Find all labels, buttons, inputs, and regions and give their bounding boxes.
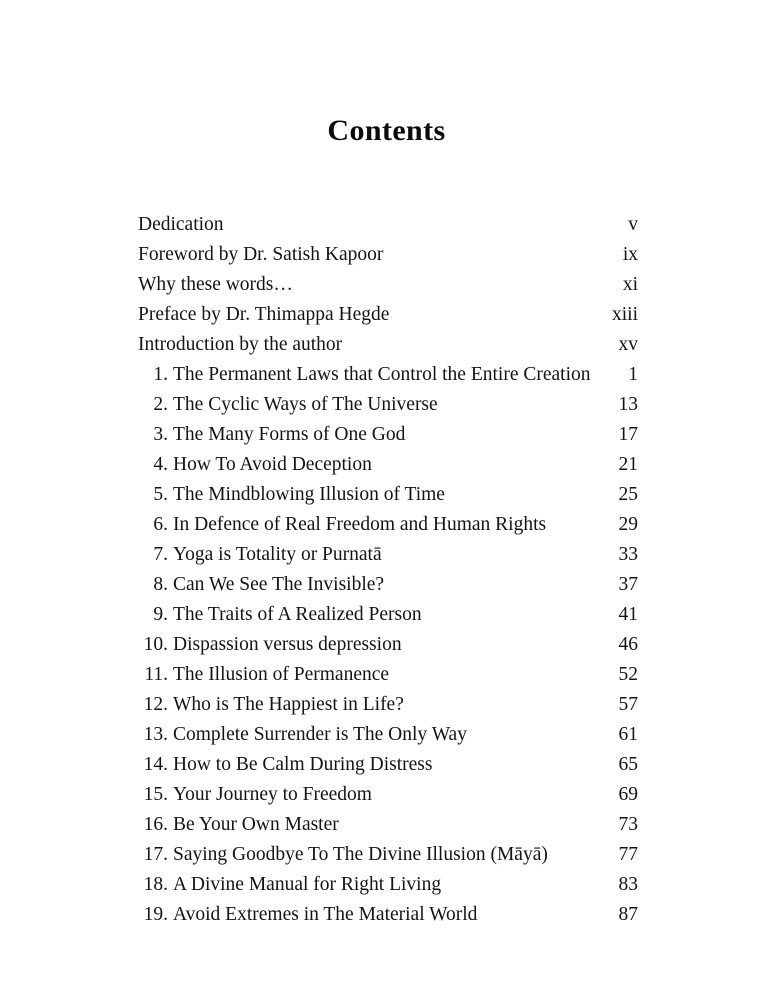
chapter-page-number: 41 xyxy=(618,604,638,625)
chapter-title: The Permanent Laws that Control the Entire Creation xyxy=(173,364,591,385)
toc-entry-chapter[interactable] xyxy=(138,720,638,750)
chapter-page-number: 25 xyxy=(618,484,638,505)
toc-entry-frontmatter[interactable] xyxy=(138,270,638,300)
toc-entry-label: Introduction by the author xyxy=(138,334,343,355)
chapter-page-number: 52 xyxy=(618,664,638,685)
chapter-number: 9. xyxy=(153,604,168,625)
chapter-title: The Illusion of Permanence xyxy=(173,664,390,685)
toc-entry-chapter[interactable] xyxy=(138,900,638,930)
toc-entry-page-number: v xyxy=(628,214,638,235)
chapter-page-number: 29 xyxy=(618,514,638,535)
chapter-title: In Defence of Real Freedom and Human Rights xyxy=(173,514,547,535)
toc-entry-label: Dedication xyxy=(138,214,224,235)
chapter-number: 13. xyxy=(143,724,168,745)
chapter-number: 5. xyxy=(153,484,168,505)
chapter-number: 17. xyxy=(143,844,168,865)
chapter-number: 10. xyxy=(143,634,168,655)
toc-entry-chapter[interactable] xyxy=(138,420,638,450)
chapter-page-number: 21 xyxy=(618,454,638,475)
toc-entry-chapter[interactable] xyxy=(138,540,638,570)
toc-entry-label: Why these words… xyxy=(138,274,293,295)
chapter-number: 4. xyxy=(153,454,168,475)
chapter-title: The Cyclic Ways of The Universe xyxy=(173,394,438,415)
toc-entry-frontmatter[interactable] xyxy=(138,300,638,330)
toc-entry-chapter[interactable] xyxy=(138,630,638,660)
chapter-title: Dispassion versus depression xyxy=(173,634,402,655)
chapter-title: Who is The Happiest in Life? xyxy=(173,694,404,715)
chapter-number: 2. xyxy=(153,394,168,415)
chapter-page-number: 46 xyxy=(618,634,638,655)
chapter-page-number: 73 xyxy=(618,814,638,835)
chapter-page-number: 61 xyxy=(618,724,638,745)
chapter-title: A Divine Manual for Right Living xyxy=(173,874,442,895)
chapter-number: 14. xyxy=(143,754,168,775)
chapter-page-number: 33 xyxy=(618,544,638,565)
chapter-number: 16. xyxy=(143,814,168,835)
chapter-page-number: 87 xyxy=(618,904,638,925)
chapter-title: Yoga is Totality or Purnatā xyxy=(173,544,382,565)
chapter-title: How to Be Calm During Distress xyxy=(173,754,433,775)
toc-entry-chapter[interactable] xyxy=(138,840,638,870)
chapter-title: Your Journey to Freedom xyxy=(173,784,372,805)
chapter-title: How To Avoid Deception xyxy=(173,454,372,475)
table-of-contents-list xyxy=(138,210,638,930)
chapter-page-number: 69 xyxy=(618,784,638,805)
chapter-number: 19. xyxy=(143,904,168,925)
chapter-number: 3. xyxy=(153,424,168,445)
toc-entry-chapter[interactable] xyxy=(138,690,638,720)
chapter-page-number: 17 xyxy=(618,424,638,445)
toc-entry-chapter[interactable] xyxy=(138,360,638,390)
toc-entry-frontmatter[interactable] xyxy=(138,330,638,360)
chapter-number: 8. xyxy=(153,574,168,595)
chapter-page-number: 1 xyxy=(628,364,638,385)
toc-entry-chapter[interactable] xyxy=(138,390,638,420)
toc-entry-page-number: xiii xyxy=(611,304,638,325)
toc-entry-page-number: xv xyxy=(618,334,638,355)
chapter-page-number: 57 xyxy=(618,694,638,715)
toc-entry-page-number: xi xyxy=(622,274,638,295)
chapter-number: 11. xyxy=(144,664,168,685)
toc-entry-chapter[interactable] xyxy=(138,780,638,810)
toc-entry-chapter[interactable] xyxy=(138,810,638,840)
toc-entry-label: Preface by Dr. Thimappa Hegde xyxy=(138,304,390,325)
chapter-number: 18. xyxy=(143,874,168,895)
chapter-number: 15. xyxy=(143,784,168,805)
chapter-page-number: 13 xyxy=(618,394,638,415)
chapter-title: Avoid Extremes in The Material World xyxy=(173,904,478,925)
toc-entry-chapter[interactable] xyxy=(138,450,638,480)
chapter-page-number: 65 xyxy=(618,754,638,775)
chapter-title: The Traits of A Realized Person xyxy=(173,604,422,625)
toc-entry-chapter[interactable] xyxy=(138,570,638,600)
chapter-title: The Mindblowing Illusion of Time xyxy=(173,484,445,505)
chapter-number: 6. xyxy=(153,514,168,535)
toc-entry-chapter[interactable] xyxy=(138,600,638,630)
chapter-page-number: 83 xyxy=(618,874,638,895)
toc-entry-page-number: ix xyxy=(622,244,638,265)
chapter-title: Be Your Own Master xyxy=(173,814,339,835)
toc-entry-chapter[interactable] xyxy=(138,870,638,900)
toc-entry-chapter[interactable] xyxy=(138,510,638,540)
chapter-title: Complete Surrender is The Only Way xyxy=(173,724,467,745)
chapter-page-number: 77 xyxy=(618,844,638,865)
toc-entry-chapter[interactable] xyxy=(138,750,638,780)
chapter-number: 1. xyxy=(153,364,168,385)
toc-entry-chapter[interactable] xyxy=(138,480,638,510)
chapter-number: 7. xyxy=(153,544,168,565)
page-title: Contents xyxy=(327,114,446,147)
toc-entry-chapter[interactable] xyxy=(138,660,638,690)
chapter-number: 12. xyxy=(143,694,168,715)
chapter-title: Saying Goodbye To The Divine Illusion (Māyā) xyxy=(173,844,548,865)
chapter-page-number: 37 xyxy=(618,574,638,595)
chapter-title: The Many Forms of One God xyxy=(173,424,406,445)
chapter-title: Can We See The Invisible? xyxy=(173,574,385,595)
toc-entry-frontmatter[interactable] xyxy=(138,240,638,270)
toc-entry-label: Foreword by Dr. Satish Kapoor xyxy=(138,244,384,265)
toc-entry-frontmatter[interactable] xyxy=(138,210,638,240)
